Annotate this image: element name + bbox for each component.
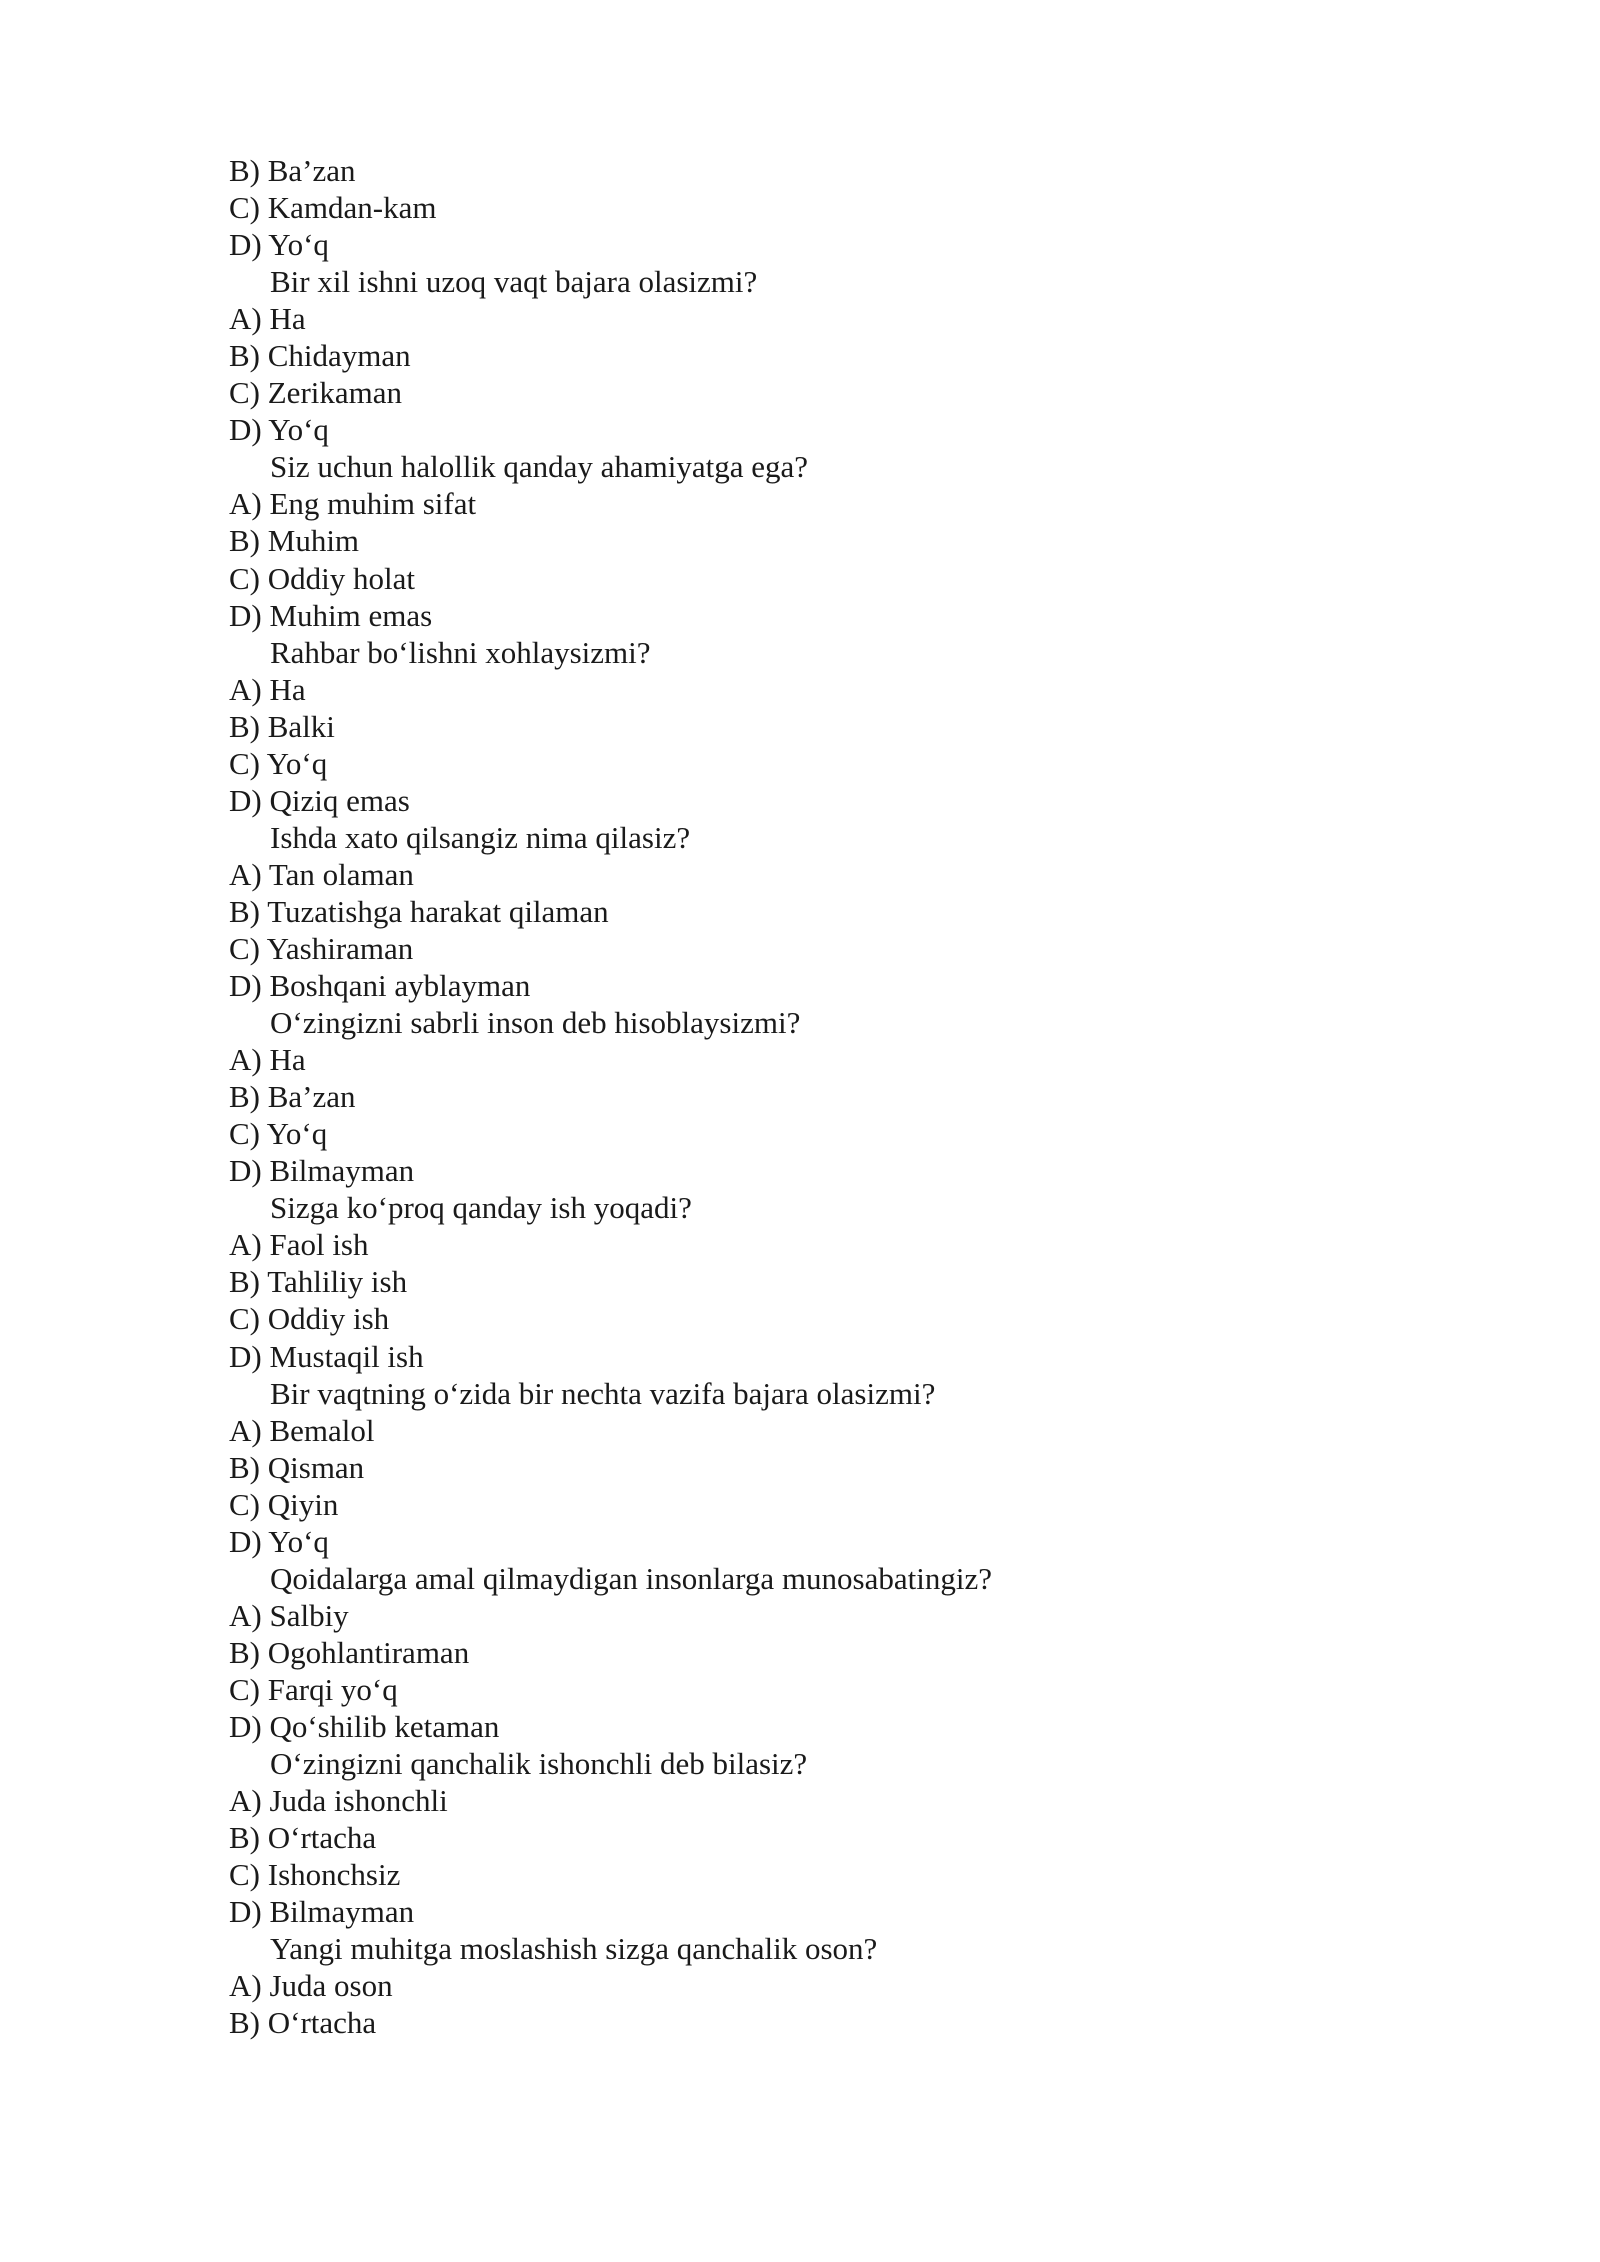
answer-option: A) Eng muhim sifat	[229, 486, 477, 522]
answer-option: C) Farqi yo‘q	[229, 1671, 398, 1707]
answer-option: A) Juda ishonchli	[229, 1783, 448, 1819]
answer-option: C) Qiyin	[229, 1486, 339, 1522]
answer-option: B) Balki	[229, 708, 335, 744]
question-text: Yangi muhitga moslashish sizga qanchalik oson?	[270, 1931, 878, 1967]
answer-option: D) Yo‘q	[229, 1523, 329, 1559]
answer-option: D) Qo‘shilib ketaman	[229, 1708, 500, 1744]
answer-option: D) Bilmayman	[229, 1894, 415, 1930]
answer-option: A) Salbiy	[229, 1597, 349, 1633]
answer-option: C) Oddiy ish	[229, 1301, 390, 1337]
answer-option: D) Bilmayman	[229, 1153, 415, 1189]
question-text: Siz uchun halollik qanday ahamiyatga ega?	[270, 449, 809, 485]
question-text: Ishda xato qilsangiz nima qilasiz?	[270, 819, 691, 855]
question-text: Qoidalarga amal qilmaydigan insonlarga munosabatingiz?	[270, 1560, 992, 1596]
answer-option: C) Oddiy holat	[229, 560, 415, 596]
answer-option: B) O‘rtacha	[229, 1820, 377, 1856]
answer-option: B) Ba’zan	[229, 1079, 356, 1115]
answer-option: A) Ha	[229, 671, 306, 707]
answer-option: A) Ha	[229, 1042, 306, 1078]
answer-option: B) Muhim	[229, 523, 360, 559]
answer-option: A) Tan olaman	[229, 856, 414, 892]
question-text: Rahbar bo‘lishni xohlaysizmi?	[270, 634, 651, 670]
answer-option: D) Qiziq emas	[229, 782, 410, 818]
question-text: Sizga ko‘proq qanday ish yoqadi?	[270, 1190, 692, 1226]
answer-option: B) Qisman	[229, 1449, 365, 1485]
answer-option: C) Yo‘q	[229, 745, 328, 781]
answer-option: A) Juda oson	[229, 1968, 393, 2004]
answer-option: B) Chidayman	[229, 338, 411, 374]
question-text: O‘zingizni sabrli inson deb hisoblaysizmi?	[270, 1005, 801, 1041]
question-text: Bir xil ishni uzoq vaqt bajara olasizmi?	[270, 264, 758, 300]
answer-option: B) Ogohlantiraman	[229, 1634, 470, 1670]
answer-option: C) Ishonchsiz	[229, 1857, 401, 1893]
answer-option: B) Tahliliy ish	[229, 1264, 408, 1300]
answer-option: C) Yo‘q	[229, 1116, 328, 1152]
question-text: O‘zingizni qanchalik ishonchli deb bilasiz?	[270, 1746, 808, 1782]
answer-option: B) Ba’zan	[229, 153, 356, 188]
answer-option: D) Muhim emas	[229, 597, 433, 633]
questionnaire-text	[229, 152, 1429, 2041]
answer-option: D) Mustaqil ish	[229, 1338, 424, 1374]
answer-option: D) Boshqani ayblayman	[229, 968, 531, 1004]
answer-option: C) Kamdan-kam	[229, 190, 437, 226]
answer-option: D) Yo‘q	[229, 227, 329, 263]
answer-option: C) Yashiraman	[229, 930, 414, 966]
answer-option: B) Tuzatishga harakat qilaman	[229, 893, 609, 929]
answer-option: A) Faol ish	[229, 1227, 369, 1263]
question-text: Bir vaqtning o‘zida bir nechta vazifa bajara olasizmi?	[270, 1375, 936, 1411]
answer-option: C) Zerikaman	[229, 375, 403, 411]
answer-option: D) Yo‘q	[229, 412, 329, 448]
answer-option: A) Ha	[229, 301, 306, 337]
answer-option: A) Bemalol	[229, 1412, 375, 1448]
answer-option: B) O‘rtacha	[229, 2005, 377, 2041]
